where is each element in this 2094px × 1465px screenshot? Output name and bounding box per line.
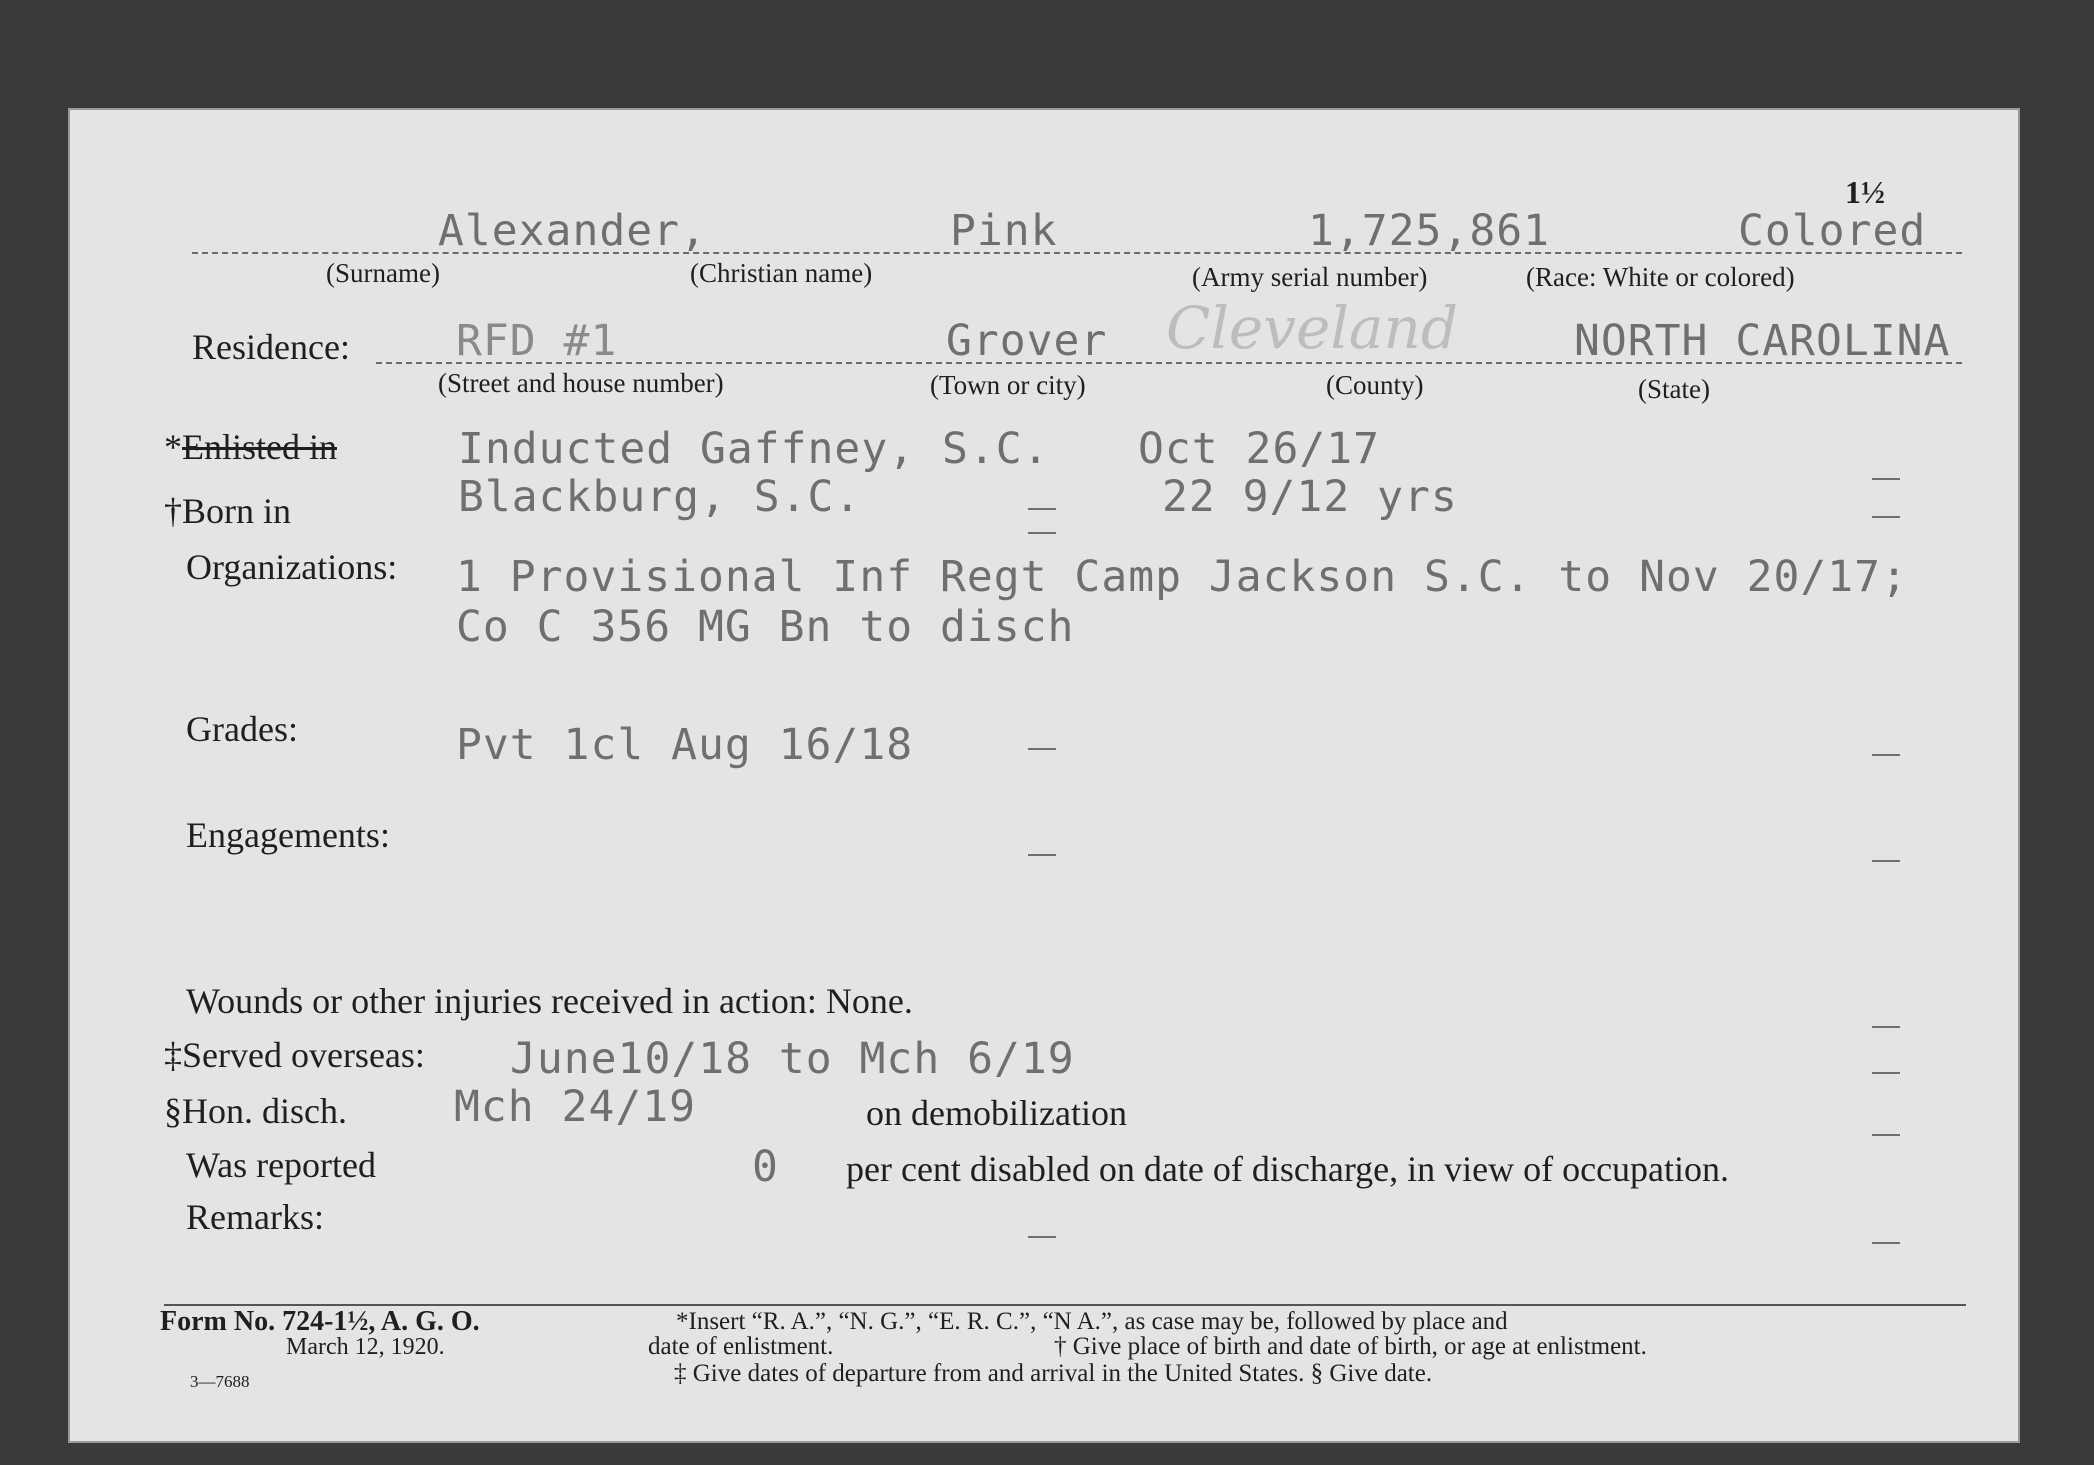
remarks-label: Remarks: — [186, 1197, 324, 1237]
blank-dash — [1872, 1026, 1900, 1028]
service-record-card — [68, 108, 2020, 1443]
residence-label: Residence: — [192, 327, 350, 367]
organizations-label: Organizations: — [186, 547, 398, 587]
grades-value: Pvt 1cl Aug 16/18 — [456, 720, 914, 770]
discharge-label — [164, 1090, 347, 1132]
blank-dash — [1872, 516, 1900, 518]
residence-county-handwritten: Cleveland — [1166, 294, 1458, 362]
caption-christian-name: (Christian name) — [690, 258, 873, 288]
blank-dash — [1872, 1072, 1900, 1074]
wounds-value: None. — [825, 981, 913, 1021]
overseas-value: June10/18 to Mch 6/19 — [510, 1034, 1075, 1084]
header-underline — [192, 252, 1962, 254]
organizations-line-2: Co C 356 MG Bn to disch — [456, 602, 1075, 652]
residence-street-value: RFD #1 — [456, 316, 618, 366]
reported-text: per cent disabled on date of discharge, in view of occupation. — [846, 1149, 1730, 1189]
blank-dash — [1028, 1236, 1056, 1238]
caption-serial-number: (Army serial number) — [1192, 262, 1428, 292]
race-value: Colored — [1738, 206, 1927, 256]
caption-town: (Town or city) — [930, 370, 1086, 400]
enlisted-place-value: Inducted Gaffney, S.C. — [458, 424, 1050, 474]
caption-street: (Street and house number) — [438, 368, 724, 398]
form-number: Form No. 724-1½, A. G. O. — [160, 1306, 480, 1337]
born-label — [164, 490, 291, 532]
enlisted-date-value: Oct 26/17 — [1138, 424, 1380, 474]
discharge-label-text: Hon. disch. — [182, 1091, 347, 1131]
blank-dash — [1872, 754, 1900, 756]
born-age-value: 22 9/12 yrs — [1162, 472, 1458, 522]
residence-underline — [376, 362, 1962, 364]
residence-town-value: Grover — [946, 316, 1108, 366]
reported-percent-value: 0 — [752, 1142, 779, 1192]
footer-note-3: ‡ Give dates of departure from and arrival in the United States. § Give date. — [674, 1360, 1433, 1387]
overseas-label-text: Served overseas: — [182, 1035, 425, 1075]
print-code: 3—7688 — [190, 1372, 250, 1391]
discharge-marker: § — [164, 1091, 182, 1131]
enlisted-label-text: Enlisted in — [182, 427, 337, 467]
corner-number: 1½ — [1845, 174, 1885, 210]
enlisted-marker: * — [164, 427, 182, 467]
enlisted-label — [164, 426, 337, 468]
overseas-label — [164, 1034, 425, 1076]
organizations-line-1: 1 Provisional Inf Regt Camp Jackson S.C. to Nov 20/17; — [456, 552, 1908, 602]
blank-dash — [1872, 860, 1900, 862]
blank-dash — [1872, 478, 1900, 480]
discharge-note: on demobilization — [866, 1093, 1127, 1133]
caption-surname: (Surname) — [326, 258, 440, 288]
grades-label: Grades: — [186, 709, 298, 749]
reported-label: Was reported — [186, 1145, 377, 1185]
residence-state-value: NORTH CAROLINA — [1574, 316, 1951, 366]
footer-note-1: *Insert “R. A.”, “N. G.”, “E. R. C.”, “N A.”, as case may be, followed by place and — [676, 1308, 1508, 1335]
overseas-marker: ‡ — [164, 1035, 182, 1075]
caption-county: (County) — [1326, 370, 1424, 400]
blank-dash — [1028, 748, 1056, 750]
blank-dash — [1872, 1242, 1900, 1244]
caption-race: (Race: White or colored) — [1526, 262, 1795, 292]
footer-note-2a: date of enlistment. — [648, 1333, 834, 1360]
surname-value: Alexander, — [438, 206, 707, 256]
born-place-value: Blackburg, S.C. — [458, 472, 862, 522]
blank-dash — [1872, 1134, 1900, 1136]
born-marker: † — [164, 491, 182, 531]
blank-dash — [1028, 532, 1056, 534]
serial-number-value: 1,725,861 — [1308, 206, 1550, 256]
engagements-label: Engagements: — [186, 815, 390, 855]
blank-dash — [1028, 854, 1056, 856]
blank-dash — [1028, 508, 1056, 510]
discharge-date-value: Mch 24/19 — [454, 1082, 696, 1132]
form-date: March 12, 1920. — [286, 1334, 445, 1360]
wounds-label — [186, 980, 913, 1022]
caption-state: (State) — [1638, 374, 1710, 404]
wounds-label-text: Wounds or other injuries received in action: — [186, 981, 817, 1021]
born-label-text: Born in — [182, 491, 292, 531]
christian-name-value: Pink — [950, 206, 1058, 256]
footer-note-2b: † Give place of birth and date of birth, or age at enlistment. — [1054, 1333, 1647, 1360]
